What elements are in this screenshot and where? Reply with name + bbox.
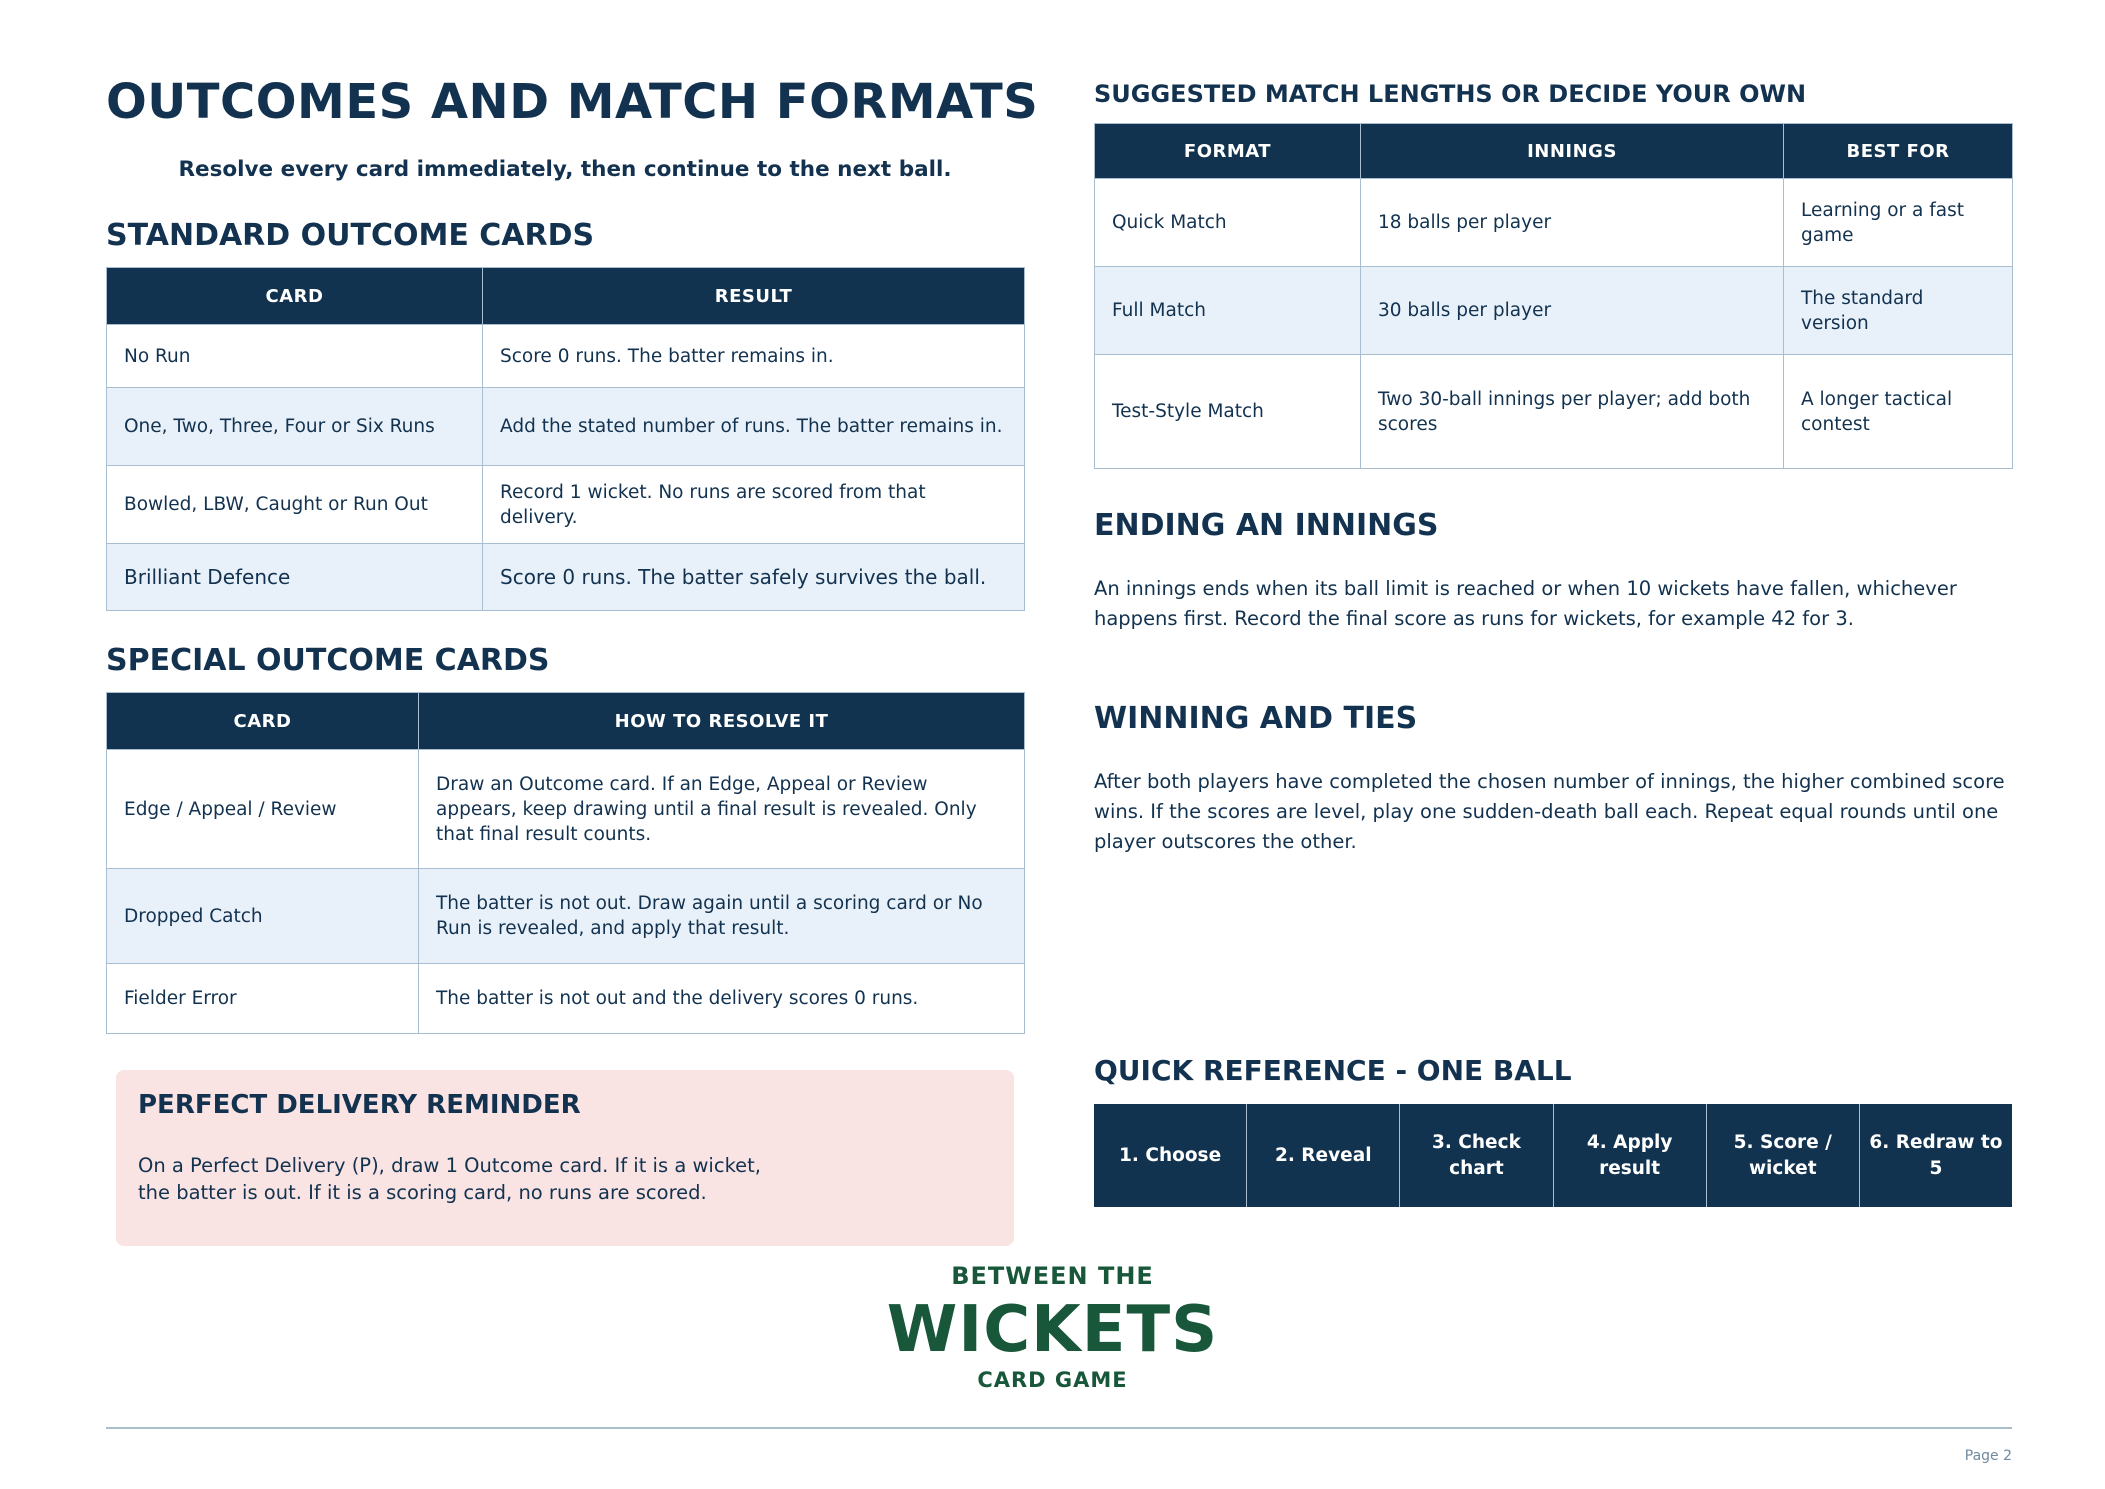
result-cell: Score 0 runs. The batter remains in. — [483, 325, 1025, 388]
standard-cards-table — [106, 267, 1025, 611]
special-cards-heading: SPECIAL OUTCOME CARDS — [106, 643, 550, 678]
ending-heading: ENDING AN INNINGS — [1094, 508, 1439, 543]
brand-top-line: BETWEEN THE — [951, 1262, 1154, 1290]
column-header: RESULT — [483, 268, 1025, 325]
table-row — [107, 325, 1025, 388]
card-cell: One, Two, Three, Four or Six Runs — [107, 388, 483, 466]
special-cards-table — [106, 692, 1025, 1034]
result-cell: Score 0 runs. The batter safely survives the ball. — [483, 544, 1025, 611]
quickref-step: 5. Score / wicket — [1707, 1104, 1860, 1207]
resolve-cell: Draw an Outcome card. If an Edge, Appeal or Review appears, keep drawing until a final result is revealed. Only that final result counts. — [419, 750, 1025, 869]
innings-cell: Two 30-ball innings per player; add both scores — [1361, 355, 1784, 469]
format-cell: Full Match — [1095, 267, 1361, 355]
best-for-cell: A longer tactical contest — [1784, 355, 2013, 469]
card-cell: No Run — [107, 325, 483, 388]
standard-cards-heading: STANDARD OUTCOME CARDS — [106, 218, 595, 253]
quickref-steps — [1094, 1104, 2012, 1207]
column-header: FORMAT — [1095, 124, 1361, 179]
winning-heading: WINNING AND TIES — [1094, 701, 1418, 736]
format-cell: Test-Style Match — [1095, 355, 1361, 469]
reminder-text: On a Perfect Delivery (P), draw 1 Outcome card. If it is a wicket, the batter is out. If it is a scoring card, no runs are scored. — [138, 1154, 762, 1204]
perfect-delivery-reminder — [116, 1070, 1014, 1246]
page-title: OUTCOMES AND MATCH FORMATS — [106, 74, 1039, 130]
resolve-cell: The batter is not out. Draw again until a scoring card or No Run is revealed, and apply that result. — [419, 869, 1025, 964]
table-header-row — [1095, 124, 2013, 179]
quickref-step: 3. Check chart — [1400, 1104, 1553, 1207]
table-row — [107, 388, 1025, 466]
ending-text: An innings ends when its ball limit is reached or when 10 wickets have fallen, whichever happens first. Record the final score as runs for wickets, for example 42 for 3. — [1094, 577, 1957, 630]
table-row — [107, 869, 1025, 964]
table-row — [107, 544, 1025, 611]
formats-table — [1094, 123, 2013, 469]
brand-bottom-line: CARD GAME — [977, 1368, 1128, 1392]
format-cell: Quick Match — [1095, 179, 1361, 267]
card-cell: Fielder Error — [107, 964, 419, 1034]
innings-cell: 30 balls per player — [1361, 267, 1784, 355]
card-cell: Edge / Appeal / Review — [107, 750, 419, 869]
result-cell: Record 1 wicket. No runs are scored from that delivery. — [483, 466, 1025, 544]
quickref-step: 1. Choose — [1094, 1104, 1247, 1207]
column-header: HOW TO RESOLVE IT — [419, 693, 1025, 750]
table-header-row — [107, 693, 1025, 750]
quickref-step: 2. Reveal — [1247, 1104, 1400, 1207]
best-for-cell: Learning or a fast game — [1784, 179, 2013, 267]
quickref-step: 4. Apply result — [1554, 1104, 1707, 1207]
winning-text: After both players have completed the chosen number of innings, the higher combined score wins. If the scores are level, play one sudden-death ball each. Repeat equal rounds until one player outscores the other. — [1094, 770, 2005, 853]
page-number: Page 2 — [1964, 1448, 2012, 1464]
card-cell: Bowled, LBW, Caught or Run Out — [107, 466, 483, 544]
table-row — [107, 750, 1025, 869]
table-row — [107, 466, 1025, 544]
footer-divider — [106, 1427, 2012, 1429]
brand-logo-text: WICKETS — [886, 1293, 1219, 1367]
table-row — [1095, 355, 2013, 469]
quickref-heading: QUICK REFERENCE - ONE BALL — [1094, 1054, 1572, 1087]
innings-cell: 18 balls per player — [1361, 179, 1784, 267]
quickref-step: 6. Redraw to 5 — [1860, 1104, 2012, 1207]
column-header: BEST FOR — [1784, 124, 2013, 179]
page-subtitle: Resolve every card immediately, then continue to the next ball. — [178, 157, 952, 182]
table-row — [1095, 267, 2013, 355]
reminder-heading: PERFECT DELIVERY REMINDER — [138, 1090, 581, 1120]
card-cell: Dropped Catch — [107, 869, 419, 964]
table-header-row — [107, 268, 1025, 325]
best-for-cell: The standard version — [1784, 267, 2013, 355]
card-cell: Brilliant Defence — [107, 544, 483, 611]
resolve-cell: The batter is not out and the delivery scores 0 runs. — [419, 964, 1025, 1034]
column-header: CARD — [107, 268, 483, 325]
column-header: CARD — [107, 693, 419, 750]
column-header: INNINGS — [1361, 124, 1784, 179]
table-row — [1095, 179, 2013, 267]
formats-heading: SUGGESTED MATCH LENGTHS OR DECIDE YOUR OWN — [1094, 80, 1807, 108]
result-cell: Add the stated number of runs. The batter remains in. — [483, 388, 1025, 466]
table-row — [107, 964, 1025, 1034]
